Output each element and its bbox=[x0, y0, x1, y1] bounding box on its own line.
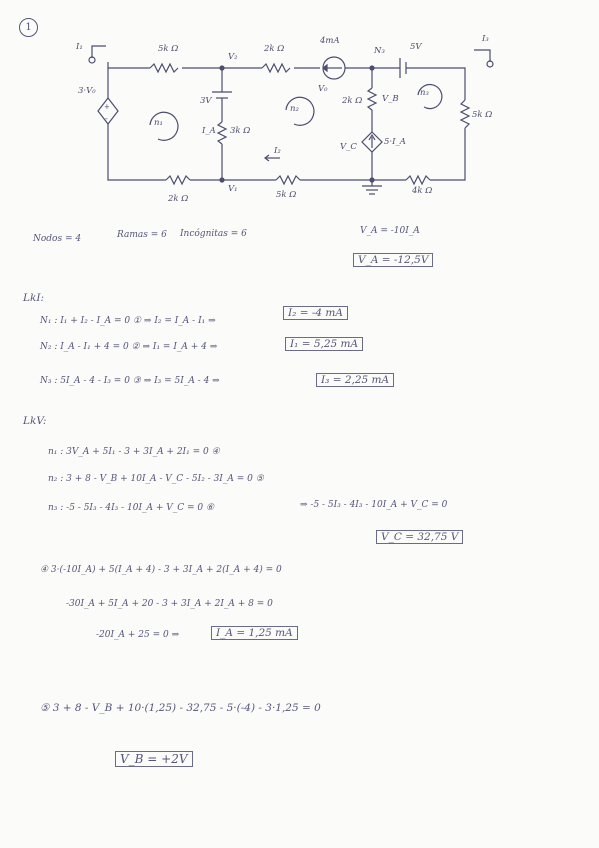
lki-result-2: I₁ = 5,25 mA bbox=[285, 337, 363, 351]
resistor-2k-bottom bbox=[166, 176, 190, 184]
wire-top bbox=[108, 62, 150, 68]
label-node-v1: V₁ bbox=[228, 184, 238, 194]
lkv-vc-result: V_C = 32,75 V bbox=[376, 530, 463, 544]
label-vc: V_C bbox=[340, 142, 357, 152]
lkv-eq-n2: n₂ : 3 + 8 - V_B + 10I_A - V_C - 5I₂ - 3I_A = 0 ⑤ bbox=[48, 474, 264, 484]
count-branches: Ramas = 6 bbox=[117, 230, 167, 240]
problem-number: 1 bbox=[19, 18, 38, 37]
label-5v: 5V bbox=[410, 42, 422, 52]
lki-eq-2: N₂ : I_A - I₁ + 4 = 0 ② ⇒ I₁ = I_A + 4 ⇒ bbox=[40, 342, 218, 352]
resistor-3k bbox=[218, 122, 226, 144]
count-nodes: Nodos = 4 bbox=[33, 234, 82, 244]
label-i2: I₂ bbox=[274, 146, 281, 156]
label-node-n3: N₃ bbox=[374, 46, 385, 56]
label-ia: I_A bbox=[202, 126, 216, 136]
probe-i1 bbox=[92, 46, 106, 58]
lkv-mesh3-rewrite: ⇒ -5 - 5I₃ - 4I₃ - 10I_A + V_C = 0 bbox=[300, 500, 448, 510]
label-mesh-n3: n₃ bbox=[420, 88, 429, 98]
label-mesh-n1: n₁ bbox=[154, 118, 163, 128]
label-vb: V_B bbox=[382, 94, 399, 104]
label-r-5k-right: 5k Ω bbox=[472, 110, 493, 120]
label-r-4k: 4k Ω bbox=[412, 186, 433, 196]
lkv-title: LkV: bbox=[23, 415, 47, 427]
svg-text:+: + bbox=[104, 103, 110, 111]
resistor-5k-bottom bbox=[276, 176, 300, 184]
lki-result-3: I₃ = 2,25 mA bbox=[316, 373, 394, 387]
step4-line3: -20I_A + 25 = 0 ⇒ bbox=[96, 630, 180, 640]
resistor-2k-top bbox=[262, 64, 290, 72]
label-i1: I₁ bbox=[76, 42, 83, 52]
resistor-5k-top bbox=[150, 64, 178, 72]
label-r-5k-top: 5k Ω bbox=[158, 44, 179, 54]
label-r-5k-bottom: 5k Ω bbox=[276, 190, 297, 200]
step5-line1: ⑤ 3 + 8 - V_B + 10·(1,25) - 32,75 - 5·(-4) - 3·1,25 = 0 bbox=[40, 702, 321, 714]
va-equation: V_A = -10I_A bbox=[360, 226, 420, 236]
label-4ma: 4mA bbox=[320, 36, 340, 46]
lki-result-1: I₂ = -4 mA bbox=[283, 306, 348, 320]
svg-text:-: - bbox=[105, 114, 108, 123]
lki-title: LkI: bbox=[23, 292, 45, 304]
label-3v: 3V bbox=[200, 96, 212, 106]
label-r-3k: 3k Ω bbox=[230, 126, 251, 136]
lki-eq-1: N₁ : I₁ + I₂ - I_A = 0 ① ⇒ I₂ = I_A - I₁ ⇒ bbox=[40, 316, 216, 326]
lkv-eq-n1: n₁ : 3V_A + 5I₁ - 3 + 3I_A + 2I₁ = 0 ④ bbox=[48, 447, 220, 457]
lkv-eq-n3: n₃ : -5 - 5I₃ - 4I₃ - 10I_A + V_C = 0 ⑥ bbox=[48, 503, 215, 513]
label-v0: V₀ bbox=[318, 84, 328, 94]
va-result: V_A = -12,5V bbox=[353, 253, 433, 267]
label-mesh-n2: n₂ bbox=[290, 104, 299, 114]
resistor-4k-bottom bbox=[406, 176, 430, 184]
label-node-v2: V₂ bbox=[228, 52, 238, 62]
resistor-2k-mid bbox=[368, 88, 376, 110]
step4-line1: ④ 3·(-10I_A) + 5(I_A + 4) - 3 + 3I_A + 2(I_A + 4) = 0 bbox=[40, 565, 282, 575]
probe-i3 bbox=[474, 50, 490, 62]
label-r-2k-top: 2k Ω bbox=[264, 44, 285, 54]
count-unknowns: Incógnitas = 6 bbox=[180, 229, 247, 239]
label-dep-current: 5·I_A bbox=[384, 137, 406, 147]
dep-voltage-source bbox=[98, 98, 118, 124]
label-r-2k-mid: 2k Ω bbox=[342, 96, 363, 106]
label-i3: I₃ bbox=[482, 34, 489, 44]
step5-result: V_B = +2V bbox=[115, 751, 193, 767]
label-r-2k-bottom: 2k Ω bbox=[168, 194, 189, 204]
circuit-diagram bbox=[0, 0, 599, 215]
resistor-5k-right bbox=[461, 100, 469, 128]
step4-result: I_A = 1,25 mA bbox=[211, 626, 298, 640]
label-dep-voltage: 3·V₀ bbox=[78, 86, 96, 96]
step4-line2: -30I_A + 5I_A + 20 - 3 + 3I_A + 2I_A + 8 = 0 bbox=[66, 599, 273, 609]
lki-eq-3: N₃ : 5I_A - 4 - I₃ = 0 ③ ⇒ I₃ = 5I_A - 4 ⇒ bbox=[40, 376, 220, 386]
